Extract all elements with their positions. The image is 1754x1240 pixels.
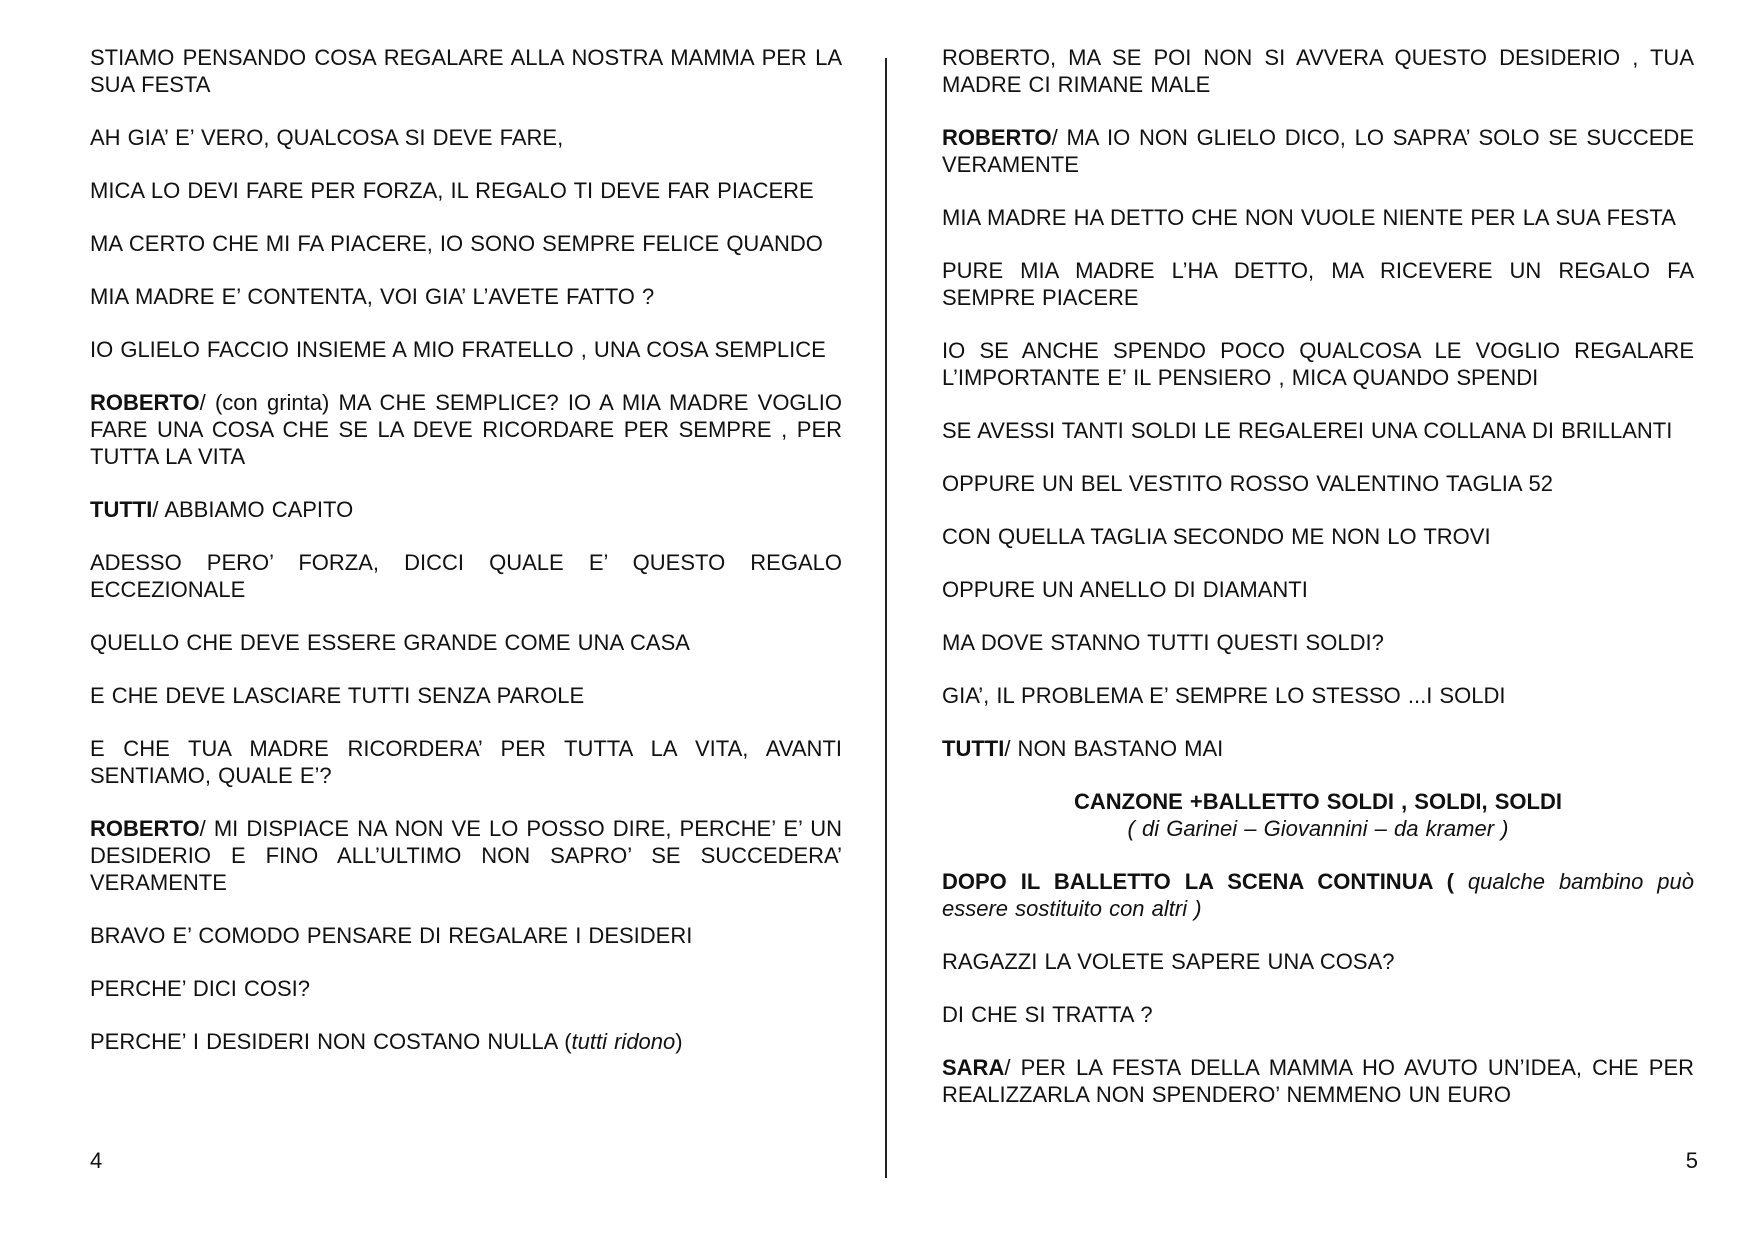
page-number-left: 4 — [90, 1148, 103, 1173]
line-3: MICA LO DEVI FARE PER FORZA, IL REGALO TI DEVE FAR PIACERE — [90, 178, 814, 203]
line-14: DI CHE SI TRATTA ? — [942, 1002, 1153, 1027]
line-15: SARA/ PER LA FESTA DELLA MAMMA HO AVUTO UN’IDEA, CHE PER REALIZZARLA NON SPENDERO’ NEMMENO UN EURO — [942, 1055, 1694, 1107]
line-8: CON QUELLA TAGLIA SECONDO ME NON LO TROVI — [942, 524, 1491, 549]
right-page-text — [942, 44, 1694, 1108]
line-12: TUTTI/ NON BASTANO MAI — [942, 736, 1224, 761]
stage-direction — [942, 868, 1694, 922]
song-title-block — [942, 788, 1694, 842]
speaker-roberto: ROBERTO — [942, 125, 1052, 150]
speaker-roberto: ROBERTO — [90, 390, 200, 415]
right-page — [942, 0, 1698, 1240]
line-10: MA DOVE STANNO TUTTI QUESTI SOLDI? — [942, 630, 1384, 655]
line-16: PERCHE’ I DESIDERI NON COSTANO NULLA (tutti ridono) — [90, 1029, 683, 1054]
line-5: IO SE ANCHE SPENDO POCO QUALCOSA LE VOGLIO REGALARE L’IMPORTANTE E’ IL PENSIERO , MICA QUANDO SPENDI — [942, 338, 1694, 390]
line-6: SE AVESSI TANTI SOLDI LE REGALEREI UNA COLLANA DI BRILLANTI — [942, 418, 1673, 443]
line-2: AH GIA’ E’ VERO, QUALCOSA SI DEVE FARE, — [90, 125, 564, 150]
line-11: GIA’, IL PROBLEMA E’ SEMPRE LO STESSO ...I SOLDI — [942, 683, 1506, 708]
line-9: OPPURE UN ANELLO DI DIAMANTI — [942, 577, 1308, 602]
stage-direction-italic: qualche bambino può essere sostituito con altri ) — [942, 869, 1694, 921]
song-heading: CANZONE +BALLETTO SOLDI , SOLDI, SOLDI — [1073, 789, 1562, 814]
line-6: IO GLIELO FACCIO INSIEME A MIO FRATELLO , UNA COSA SEMPLICE — [90, 337, 826, 362]
speaker-sara: SARA — [942, 1055, 1005, 1080]
line-13: ROBERTO/ MI DISPIACE NA NON VE LO POSSO DIRE, PERCHE’ E’ UN DESIDERIO E FINO ALL’ULTIMO NON SAPRO’ SE SUCCEDERA’ VERAMENTE — [90, 816, 842, 895]
speaker-tutti: TUTTI — [90, 497, 153, 522]
line-14: BRAVO E’ COMODO PENSARE DI REGALARE I DESIDERI — [90, 923, 693, 948]
left-page-text — [90, 44, 842, 1055]
line-4: MA CERTO CHE MI FA PIACERE, IO SONO SEMPRE FELICE QUANDO — [90, 231, 823, 256]
line-7: OPPURE UN BEL VESTITO ROSSO VALENTINO TAGLIA 52 — [942, 471, 1553, 496]
page-divider — [885, 58, 887, 1178]
speaker-roberto: ROBERTO — [90, 816, 200, 841]
line-7: ROBERTO/ (con grinta) MA CHE SEMPLICE? IO A MIA MADRE VOGLIO FARE UNA COSA CHE SE LA DEVE RICORDARE PER SEMPRE , PER TUTTA LA VITA — [90, 390, 842, 469]
line-11: E CHE DEVE LASCIARE TUTTI SENZA PAROLE — [90, 683, 585, 708]
line-5: MIA MADRE E’ CONTENTA, VOI GIA’ L’AVETE FATTO ? — [90, 284, 655, 309]
line-1: ROBERTO, MA SE POI NON SI AVVERA QUESTO DESIDERIO , TUA MADRE CI RIMANE MALE — [942, 45, 1694, 97]
stage-note: tutti ridono — [571, 1029, 676, 1054]
line-12: E CHE TUA MADRE RICORDERA’ PER TUTTA LA VITA, AVANTI SENTIAMO, QUALE E’? — [90, 736, 842, 788]
line-4: PURE MIA MADRE L’HA DETTO, MA RICEVERE UN REGALO FA SEMPRE PIACERE — [942, 258, 1694, 310]
line-13: RAGAZZI LA VOLETE SAPERE UNA COSA? — [942, 949, 1395, 974]
line-3: MIA MADRE HA DETTO CHE NON VUOLE NIENTE PER LA SUA FESTA — [942, 205, 1676, 230]
stage-direction-bold: DOPO IL BALLETTO LA SCENA CONTINUA ( — [942, 869, 1454, 894]
line-2: ROBERTO/ MA IO NON GLIELO DICO, LO SAPRA’ SOLO SE SUCCEDE VERAMENTE — [942, 125, 1694, 177]
line-15: PERCHE’ DICI COSI? — [90, 976, 311, 1001]
page-number-right: 5 — [1685, 1148, 1698, 1173]
line-8: TUTTI/ ABBIAMO CAPITO — [90, 497, 354, 522]
line-9: ADESSO PERO’ FORZA, DICCI QUALE E’ QUESTO REGALO ECCEZIONALE — [90, 550, 842, 602]
song-credit: ( di Garinei – Giovannini – da kramer ) — [1127, 816, 1509, 841]
line-1: STIAMO PENSANDO COSA REGALARE ALLA NOSTRA MAMMA PER LA SUA FESTA — [90, 45, 842, 97]
left-page — [90, 0, 842, 1240]
line-10: QUELLO CHE DEVE ESSERE GRANDE COME UNA CASA — [90, 630, 690, 655]
speaker-tutti: TUTTI — [942, 736, 1005, 761]
